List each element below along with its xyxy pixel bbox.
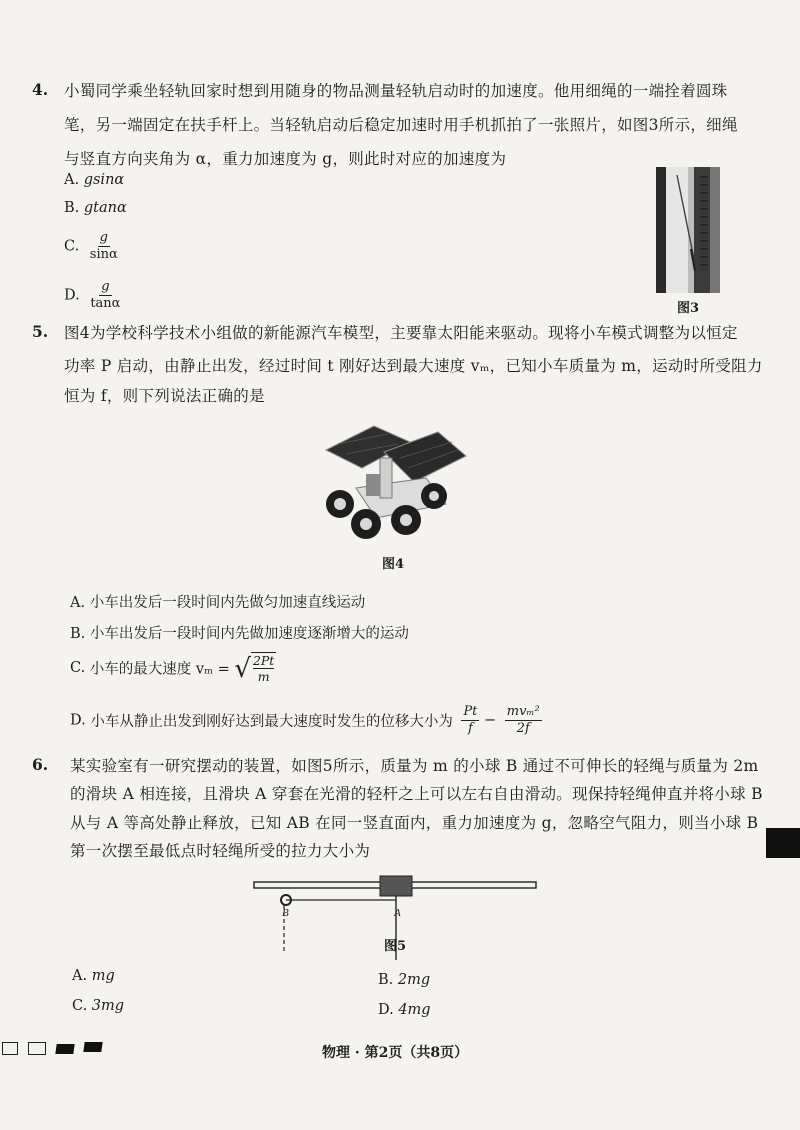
q6-option-d: D. 4mg [378, 1002, 431, 1018]
mark-filled-1 [55, 1044, 74, 1054]
mark-filled-2 [83, 1042, 102, 1052]
q5-number: 5. [32, 322, 49, 341]
q4-line-2: 笔，另一端固定在扶手杆上。当轻轨启动后稳定加速时用手机抓拍了一张照片，如图3所示，细绳 [64, 116, 738, 134]
q4-number: 4. [32, 80, 49, 99]
figure-4-solar-car [318, 412, 470, 548]
q5-line-1: 图4为学校科学技术小组做的新能源汽车模型，主要靠太阳能来驱动。现将小车模式调整为以恒定 [64, 324, 738, 342]
q5-option-a: A. 小车出发后一段时间内先做匀加速直线运动 [70, 595, 366, 611]
side-tab-marker [766, 828, 800, 858]
mark-box-2 [28, 1042, 46, 1055]
q5-option-b: B. 小车出发后一段时间内先做加速度逐渐增大的运动 [70, 626, 409, 642]
q6-option-b: B. 2mg [378, 972, 431, 988]
figure-4-caption: 图4 [382, 557, 405, 572]
q6-line-3: 从与 A 等高处静止释放，已知 AB 在同一竖直面内，重力加速度为 g，忽略空气阻力，则当小球 B [70, 814, 759, 832]
q6-line-1: 某实验室有一研究摆动的装置，如图5所示，质量为 m 的小球 B 通过不可伸长的轻绳与质量为 2m [70, 757, 759, 775]
mark-box-1 [2, 1042, 18, 1055]
q4-option-c: C. $\frac{g}{\sin\alpha}$ [64, 230, 118, 262]
q4-line-3: 与竖直方向夹角为 α，重力加速度为 g，则此时对应的加速度为 [64, 150, 507, 168]
figure-3-photo [656, 167, 720, 293]
figure-5-label-a: A [394, 907, 401, 919]
q4-line-1: 小蜀同学乘坐轻轨回家时想到用随身的物品测量轻轨启动时的加速度。他用细绳的一端拴着圆珠 [64, 82, 728, 100]
q6-option-c: C. 3mg [72, 998, 125, 1014]
q4-option-b: B. gtanα [64, 200, 127, 216]
q6-option-a: A. mg [72, 968, 115, 984]
figure-5-label-b: B [282, 907, 289, 919]
figure-5-caption: 图5 [384, 939, 407, 954]
page-footer: 物理 · 第2页（共8页） [322, 1045, 469, 1061]
q4-option-a: A. gsinα [64, 172, 125, 188]
q5-option-d: D. 小车从静止出发到刚好达到最大速度时发生的位移大小为 $\frac{Pt}{f}$ − $\frac{\text{mvₘ²}}{2f}$ [70, 704, 540, 736]
q5-line-3: 恒为 f，则下列说法正确的是 [64, 387, 265, 405]
q5-option-c: C. 小车的最大速度 vₘ = √ 2Pt m [70, 653, 275, 684]
figure-3-caption: 图3 [677, 301, 700, 316]
q6-line-4: 第一次摆至最低点时轻绳所受的拉力大小为 [70, 842, 371, 860]
q6-line-2: 的滑块 A 相连接，且滑块 A 穿套在光滑的轻杆之上可以左右自由滑动。现保持轻绳伸直并将小球 B [70, 785, 763, 803]
q6-number: 6. [32, 755, 49, 774]
q4-option-d: D. $\frac{g}{\tan\alpha}$ [64, 279, 121, 311]
q5-line-2: 功率 P 启动，由静止出发，经过时间 t 刚好达到最大速度 vₘ，已知小车质量为 m，运动时所受阻力 [64, 357, 763, 375]
